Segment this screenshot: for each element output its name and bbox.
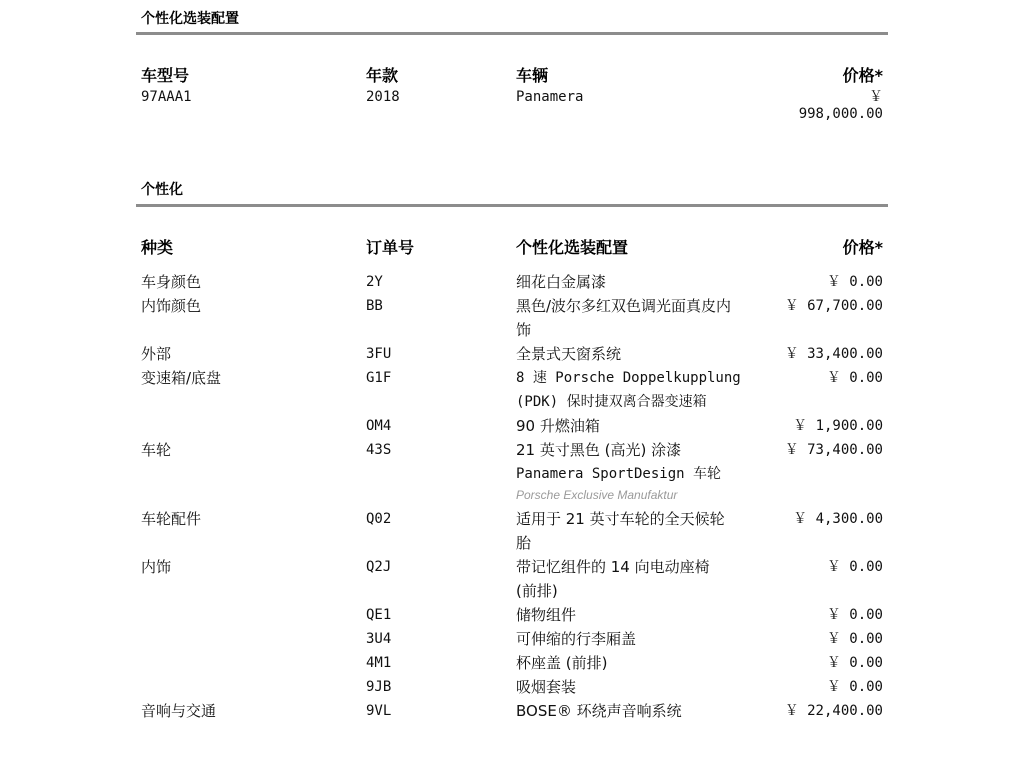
row-code: 9VL: [366, 703, 392, 719]
row-code: 3FU: [366, 346, 392, 362]
row-category: 内饰: [141, 558, 172, 576]
row-price: ￥ 0.00: [826, 559, 883, 575]
section-divider: [136, 204, 888, 207]
row-price: ￥ 4,300.00: [793, 511, 883, 527]
section-divider: [136, 32, 888, 35]
row-category: 外部: [141, 345, 172, 363]
section-title-configuration: 个性化选装配置: [141, 11, 239, 27]
row-category: 音响与交通: [141, 702, 217, 720]
header-price: 价格*: [842, 238, 883, 257]
section-title-personalization: 个性化: [141, 182, 183, 198]
row-description: 90 升燃油箱: [516, 417, 600, 435]
row-description-cont: Panamera SportDesign 车轮: [516, 466, 722, 482]
row-description-cont: (前排): [516, 582, 558, 600]
row-code: QE1: [366, 607, 392, 623]
row-category: 车轮配件: [141, 510, 202, 528]
header-order-number: 订单号: [366, 238, 415, 257]
header-price: 价格*: [842, 66, 883, 85]
header-year: 年款: [366, 66, 399, 85]
model-year: 2018: [366, 89, 400, 105]
row-description: 全景式天窗系统: [516, 345, 622, 363]
row-description: 适用于 21 英寸车轮的全天候轮: [516, 510, 725, 528]
row-code: 43S: [366, 442, 392, 458]
row-price: ￥ 0.00: [826, 607, 883, 623]
row-price: ￥ 1,900.00: [793, 418, 883, 434]
row-code: G1F: [366, 370, 392, 386]
row-code: Q02: [366, 511, 392, 527]
row-category: 内饰颜色: [141, 297, 202, 315]
row-description: 细花白金属漆: [516, 273, 607, 291]
row-note: Porsche Exclusive Manufaktur: [516, 488, 678, 502]
row-code: 9JB: [366, 679, 392, 695]
row-category: 车轮: [141, 441, 172, 459]
row-description: 8 速 Porsche Doppelkupplung: [516, 370, 741, 386]
row-description: BOSE® 环绕声音响系统: [516, 702, 682, 720]
header-model: 车型号: [141, 66, 190, 85]
row-price: ￥ 0.00: [826, 679, 883, 695]
row-code: BB: [366, 298, 383, 314]
row-price: ￥ 0.00: [826, 274, 883, 290]
row-price: ￥ 0.00: [826, 370, 883, 386]
row-price: ￥ 73,400.00: [784, 442, 883, 458]
row-code: 3U4: [366, 631, 392, 647]
row-code: Q2J: [366, 559, 392, 575]
row-description-cont: (PDK) 保时捷双离合器变速箱: [516, 394, 707, 410]
row-description: 杯座盖 (前排): [516, 654, 608, 672]
row-price: ￥ 33,400.00: [784, 346, 883, 362]
base-price-value: 998,000.00: [798, 106, 883, 122]
row-code: OM4: [366, 418, 392, 434]
row-price: ￥ 0.00: [826, 631, 883, 647]
row-description-cont: 饰: [516, 321, 532, 339]
row-price: ￥ 67,700.00: [784, 298, 883, 314]
header-category: 种类: [141, 238, 174, 257]
row-description-cont: 胎: [516, 534, 532, 552]
model-code: 97AAA1: [141, 89, 192, 105]
vehicle-name: Panamera: [516, 89, 584, 105]
row-price: ￥ 22,400.00: [784, 703, 883, 719]
base-price-symbol: ￥: [869, 89, 883, 105]
row-category: 变速箱/底盘: [141, 369, 222, 387]
row-description: 吸烟套装: [516, 678, 577, 696]
row-description: 可伸缩的行李厢盖: [516, 630, 637, 648]
row-description: 21 英寸黑色 (高光) 涂漆: [516, 441, 682, 459]
row-description: 储物组件: [516, 606, 577, 624]
row-code: 2Y: [366, 274, 383, 290]
row-description: 带记忆组件的 14 向电动座椅: [516, 558, 710, 576]
header-option: 个性化选装配置: [516, 238, 629, 257]
row-code: 4M1: [366, 655, 392, 671]
row-price: ￥ 0.00: [826, 655, 883, 671]
row-description: 黑色/波尔多红双色调光面真皮内: [516, 297, 732, 315]
row-category: 车身颜色: [141, 273, 202, 291]
header-vehicle: 车辆: [516, 66, 549, 85]
